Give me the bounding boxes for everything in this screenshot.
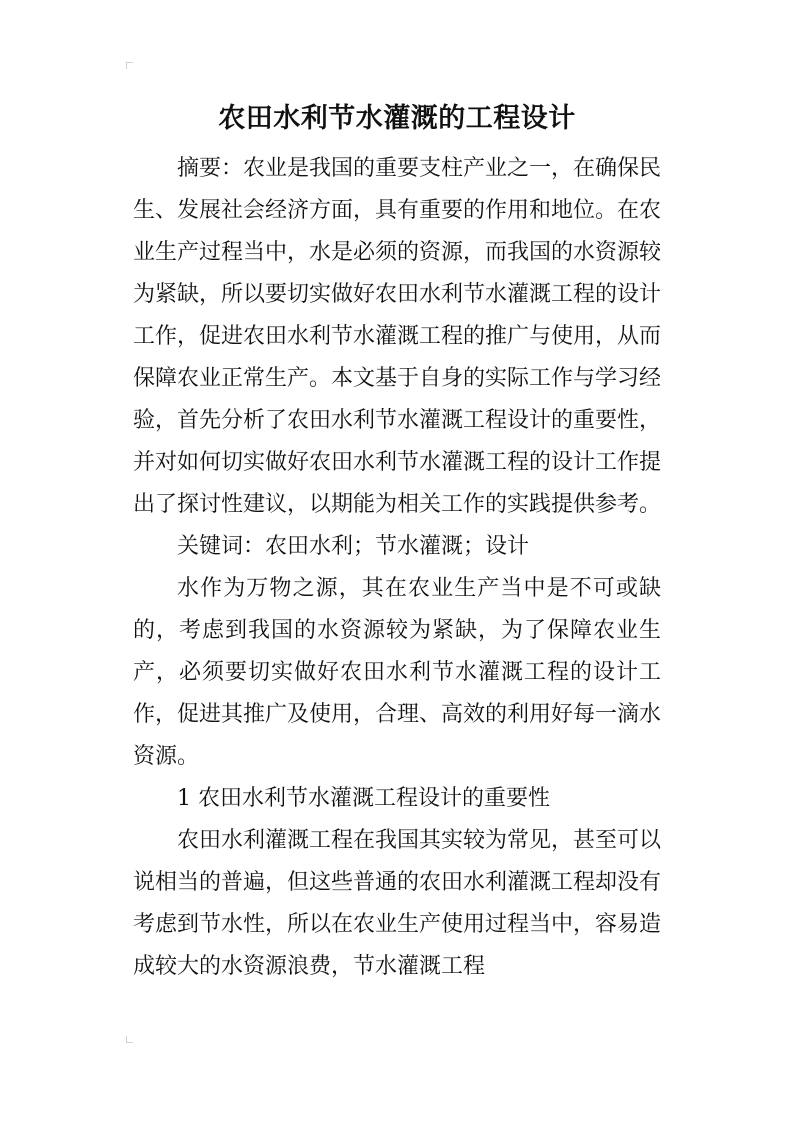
- corner-mark-bottom: [126, 1036, 133, 1043]
- section-heading-1: 1 农田水利节水灌溉工程设计的重要性: [177, 786, 550, 811]
- intro-paragraph: 水作为万物之源，其在农业生产当中是不可或缺的，考虑到我国的水资源较为紧缺，为了保障农业生产，必须要切实做好农田水利节水灌溉工程的设计工作，促进其推广及使用，合理、高效的利用好每一滴水资源。: [133, 576, 662, 769]
- abstract-paragraph: 摘要：农业是我国的重要支柱产业之一，在确保民生、发展社会经济方面，具有重要的作用和地位。在农业生产过程当中，水是必须的资源，而我国的水资源较为紧缺，所以要切实做好农田水利节水灌溉工程的设计工作，促进农田水利节水灌溉工程的推广与使用，从而保障农业正常生产。本文基于自身的实际工作与学习经验，首先分析了农田水利节水灌溉工程设计的重要性，并对如何切实做好农田水利节水灌溉工程的设计工作提出了探讨性建议，以期能为相关工作的实践提供参考。: [133, 156, 662, 517]
- keywords-paragraph: 关键词：农田水利；节水灌溉；设计: [177, 534, 530, 559]
- document-title: 农田水利节水灌溉的工程设计: [218, 103, 576, 134]
- document-body: [133, 98, 661, 988]
- section-1-paragraph: 农田水利灌溉工程在我国其实较为常见，甚至可以说相当的普遍，但这些普通的农田水利灌溉工程却没有考虑到节水性，所以在农业生产使用过程当中，容易造成较大的水资源浪费，节水灌溉工程: [133, 828, 662, 979]
- corner-mark-top: [126, 62, 133, 69]
